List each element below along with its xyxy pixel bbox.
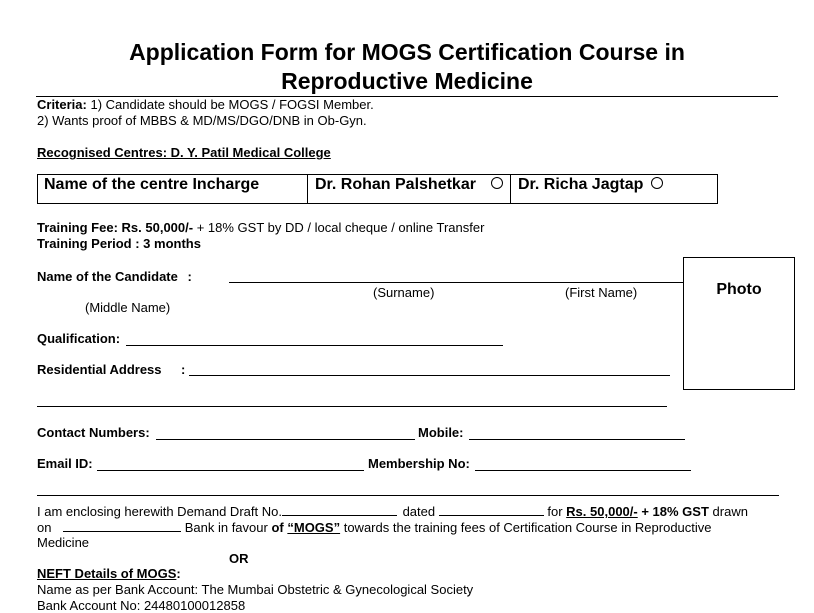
candidate-name-input[interactable] bbox=[229, 282, 684, 283]
qualification-input[interactable] bbox=[126, 345, 503, 346]
mobile-label: Mobile: bbox=[418, 425, 464, 440]
dd-number-input[interactable] bbox=[282, 515, 397, 516]
training-fee-label: Training Fee: bbox=[37, 220, 118, 235]
criteria-label: Criteria: bbox=[37, 97, 87, 112]
radio-richa[interactable] bbox=[651, 177, 663, 189]
training-fee-amount: Rs. 50,000/- bbox=[121, 220, 194, 235]
dd-date-input[interactable] bbox=[439, 515, 544, 516]
form-title-line1: Application Form for MOGS Certification Course in bbox=[129, 39, 685, 65]
or-separator: OR bbox=[229, 551, 249, 566]
incharge-divider-1 bbox=[307, 174, 308, 203]
photo-box[interactable] bbox=[683, 257, 795, 390]
first-name-caption: (First Name) bbox=[565, 285, 638, 300]
address-input-line2[interactable] bbox=[37, 406, 667, 407]
membership-label: Membership No: bbox=[368, 456, 470, 471]
incharge-option-rohan: Dr. Rohan Palshetkar bbox=[315, 176, 476, 193]
criteria-line1 bbox=[37, 97, 374, 112]
section-rule bbox=[37, 495, 779, 496]
middle-name-caption: (Middle Name) bbox=[85, 300, 171, 315]
neft-account-name: Name as per Bank Account: The Mumbai Obstetric & Gynecological Society bbox=[37, 582, 474, 597]
address-input-line1[interactable] bbox=[189, 375, 670, 376]
declaration-line2: on Bank in favour of “MOGS” towards the training fees of Certification Course in Reproductive bbox=[37, 520, 712, 535]
photo-label: Photo bbox=[716, 281, 762, 298]
incharge-option-richa: Dr. Richa Jagtap bbox=[518, 176, 644, 193]
qualification-label: Qualification: bbox=[37, 331, 121, 346]
address-label: Residential Address bbox=[37, 362, 162, 377]
neft-heading: NEFT Details of MOGS: bbox=[37, 566, 181, 581]
bank-name-input[interactable] bbox=[63, 531, 181, 532]
membership-input[interactable] bbox=[475, 470, 691, 471]
surname-caption: (Surname) bbox=[373, 285, 435, 300]
neft-account-no: Bank Account No: 24480100012858 bbox=[37, 598, 246, 613]
radio-rohan[interactable] bbox=[491, 177, 503, 189]
training-fee bbox=[37, 220, 484, 235]
incharge-label: Name of the centre Incharge bbox=[44, 176, 260, 193]
training-fee-rest: + 18% GST by DD / local cheque / online Transfer bbox=[196, 220, 485, 235]
incharge-divider-2 bbox=[510, 174, 511, 203]
criteria-item1: 1) Candidate should be MOGS / FOGSI Member. bbox=[90, 97, 374, 112]
form-title-line2: Reproductive Medicine bbox=[281, 68, 533, 94]
declaration-line3: Medicine bbox=[37, 535, 90, 550]
contact-label: Contact Numbers: bbox=[37, 425, 150, 440]
mobile-input[interactable] bbox=[469, 439, 685, 440]
email-label: Email ID: bbox=[37, 456, 93, 471]
criteria-item2: 2) Wants proof of MBBS & MD/MS/DGO/DNB in Ob-Gyn. bbox=[37, 113, 367, 128]
candidate-name-label: Name of the Candidate : bbox=[37, 269, 192, 284]
recognised-centres: Recognised Centres: D. Y. Patil Medical College bbox=[37, 145, 331, 160]
declaration-line1: I am enclosing herewith Demand Draft No. dated for Rs. 50,000/- + 18% GST drawn bbox=[37, 504, 748, 519]
address-colon: : bbox=[181, 362, 186, 377]
email-input[interactable] bbox=[97, 470, 364, 471]
training-period: Training Period : 3 months bbox=[37, 236, 201, 251]
contact-input[interactable] bbox=[156, 439, 415, 440]
